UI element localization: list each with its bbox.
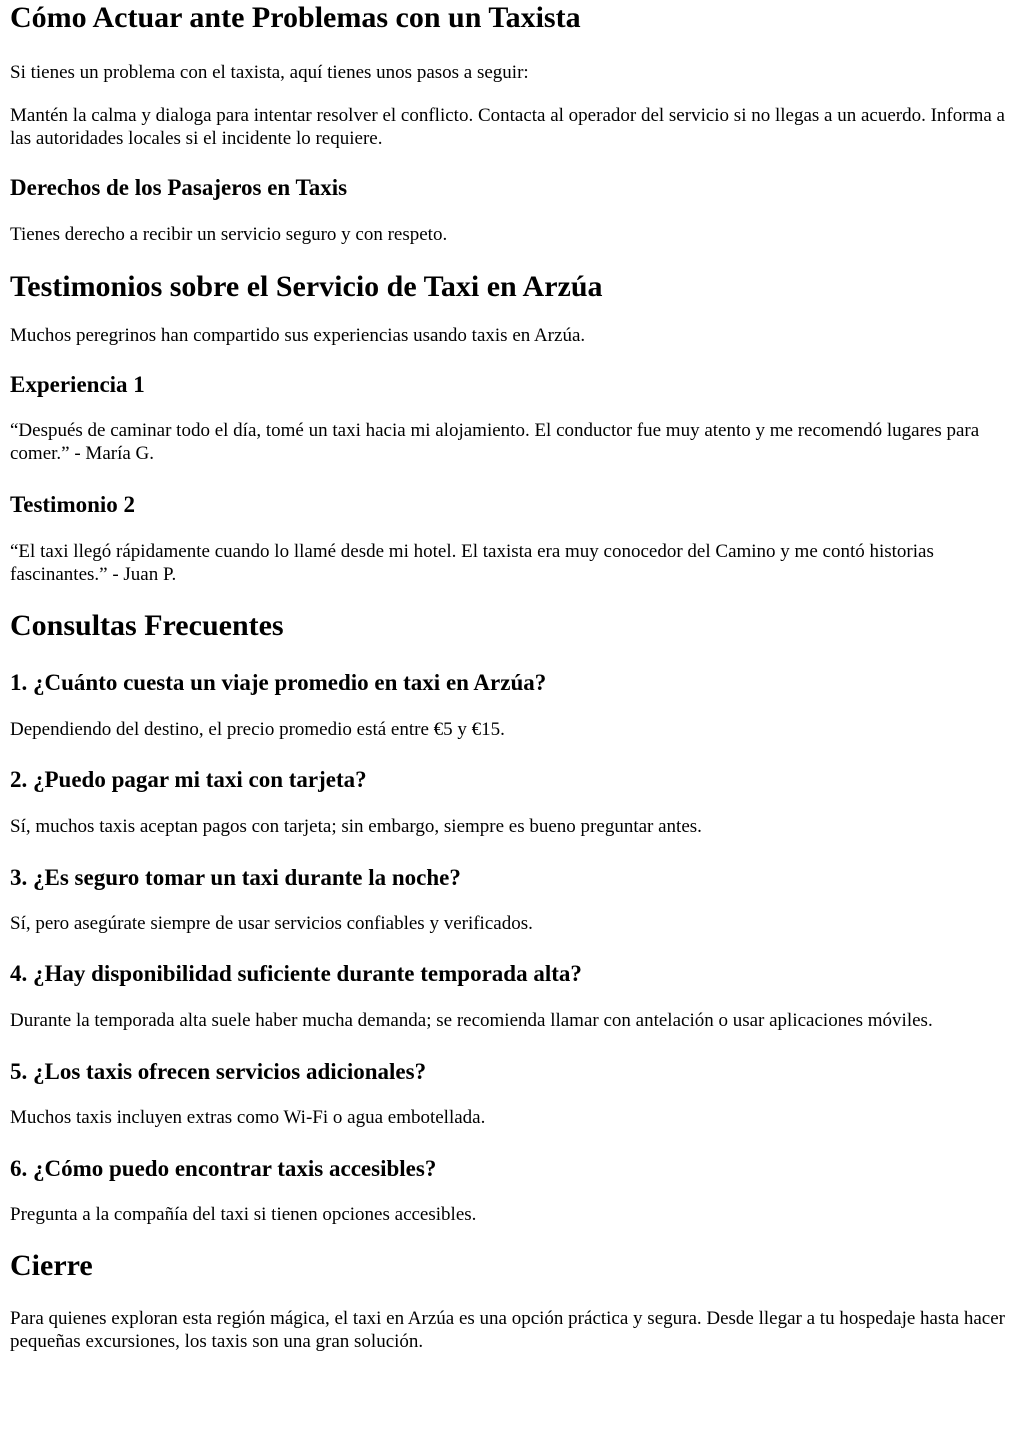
faq-answer-4: Durante la temporada alta suele haber mucha demanda; se recomienda llamar con antelación o usar aplicaciones móviles. bbox=[10, 1010, 933, 1031]
faq-question-2: 2. ¿Puedo pagar mi taxi con tarjeta? bbox=[10, 767, 367, 792]
faq-answer-2: Sí, muchos taxis aceptan pagos con tarjeta; sin embargo, siempre es bueno preguntar antes. bbox=[10, 816, 702, 837]
faq-question-3: 3. ¿Es seguro tomar un taxi durante la noche? bbox=[10, 865, 461, 890]
section-heading-consultas: Consultas Frecuentes bbox=[10, 609, 284, 642]
section-intro-problemas: Si tienes un problema con el taxista, aquí tienes unos pasos a seguir: bbox=[10, 62, 529, 83]
faq-answer-6: Pregunta a la compañía del taxi si tienen opciones accesibles. bbox=[10, 1204, 477, 1225]
section-body-cierre: Para quienes exploran esta región mágica, el taxi en Arzúa es una opción práctica y segura. Desde llegar a tu hospedaje hasta hacer pequeñas excursiones, los taxis son una gran solución. bbox=[10, 1308, 1005, 1352]
testimonial-text-2: “El taxi llegó rápidamente cuando lo llamé desde mi hotel. El taxista era muy conocedor del Camino y me contó historias fascinantes.” - Juan P. bbox=[10, 541, 934, 585]
section-intro-testimonios: Muchos peregrinos han compartido sus experiencias usando taxis en Arzúa. bbox=[10, 325, 586, 346]
subheading-testimonio-2: Testimonio 2 bbox=[10, 492, 136, 517]
testimonial-text-1: “Después de caminar todo el día, tomé un taxi hacia mi alojamiento. El conductor fue muy atento y me recomendó lugares para comer.” - María G. bbox=[10, 420, 980, 464]
faq-question-4: 4. ¿Hay disponibilidad suficiente durante temporada alta? bbox=[10, 961, 582, 986]
faq-question-1: 1. ¿Cuánto cuesta un viaje promedio en taxi en Arzúa? bbox=[10, 670, 547, 695]
faq-answer-3: Sí, pero asegúrate siempre de usar servicios confiables y verificados. bbox=[10, 913, 533, 934]
subheading-derechos: Derechos de los Pasajeros en Taxis bbox=[10, 175, 348, 200]
section-heading-testimonios: Testimonios sobre el Servicio de Taxi en Arzúa bbox=[10, 270, 603, 303]
section-heading-problemas: Cómo Actuar ante Problemas con un Taxista bbox=[10, 1, 581, 34]
faq-question-5: 5. ¿Los taxis ofrecen servicios adicionales? bbox=[10, 1059, 427, 1084]
faq-answer-1: Dependiendo del destino, el precio promedio está entre €5 y €15. bbox=[10, 719, 505, 740]
section-body-problemas: Mantén la calma y dialoga para intentar resolver el conflicto. Contacta al operador del servicio si no llegas a un acuerdo. Informa a las autoridades locales si el incidente lo requiere. bbox=[10, 105, 1005, 149]
faq-question-6: 6. ¿Cómo puedo encontrar taxis accesibles? bbox=[10, 1156, 437, 1181]
paragraph-derechos: Tienes derecho a recibir un servicio seguro y con respeto. bbox=[10, 224, 448, 245]
subheading-experiencia-1: Experiencia 1 bbox=[10, 372, 145, 397]
faq-answer-5: Muchos taxis incluyen extras como Wi-Fi o agua embotellada. bbox=[10, 1107, 486, 1128]
section-heading-cierre: Cierre bbox=[10, 1249, 93, 1282]
